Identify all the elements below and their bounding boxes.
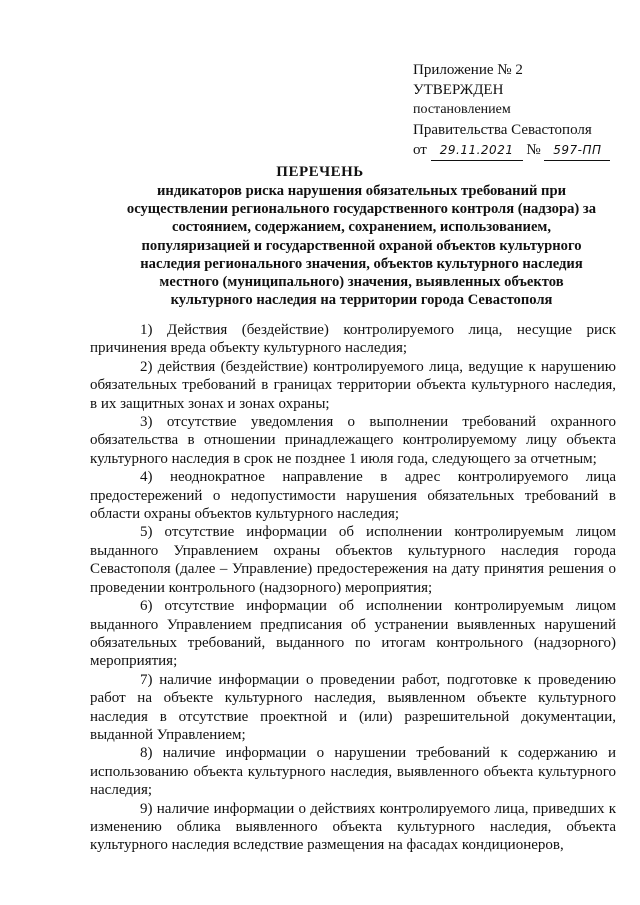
- item-text: отсутствие информации об исполнении контролируемым лицом выданного Управлением предписания об устранении выявленных нарушений обязательных требований, выданного по итогам контрольного (надзорного) мероприятия;: [90, 598, 617, 670]
- number-prefix: №: [526, 142, 541, 158]
- date-number-line: [413, 140, 623, 161]
- item-text: действия (бездействие) контролируемого лица, ведущие к нарушению обязательных требований в границах территории объекта культурного наследия, в их защитных зонах и зонах охраны;: [90, 358, 616, 412]
- item-text: неоднократное направление в адрес контролируемого лица предостережений о недопустимости нарушения обязательных требований в области охраны объектов культурного наследия;: [90, 469, 616, 523]
- number-value: 597-ПП: [544, 140, 610, 161]
- document-title: ПЕРЕЧЕНЬ: [276, 164, 364, 180]
- government-label: Правительства Севастополя: [413, 122, 592, 138]
- item-text: наличие информации о проведении работ, подготовке к проведению работ на объекте культурного наследия, выявленном объекте культурного наследия в отсутствие проектной и (или) разрешительной документации, выданной Управлением;: [90, 671, 616, 743]
- resolution-label: постановлением: [413, 102, 511, 117]
- item-number: 4): [140, 469, 153, 486]
- item-number: 8): [140, 745, 153, 762]
- list-item: [90, 744, 616, 799]
- item-number: 5): [140, 524, 153, 541]
- item-text: наличие информации о действиях контролируемого лица, приведших к изменению облика выявленного объекта культурного наследия, объекта культурного наследия вследствие размещения на фасадах кондиционеров,: [90, 800, 616, 854]
- list-item: [90, 671, 616, 745]
- list-item: [90, 800, 616, 855]
- appendix-label: Приложение № 2: [413, 62, 523, 78]
- date-prefix: от: [413, 142, 427, 158]
- item-number: 6): [140, 598, 153, 615]
- list-item: [90, 523, 616, 597]
- document-subtitle: индикаторов риска нарушения обязательных требований при осуществлении регионального государственного контроля (надзора) за состоянием, содержанием, сохранением, использованием, популяризацией и государственной охраной объектов культурного наследия регионального значения, объектов культурного наследия местного (муниципального) значения, выявленных объектов культурного наследия на территории города Севастополя: [126, 183, 597, 309]
- approved-label: УТВЕРЖДЕН: [413, 82, 504, 98]
- item-number: 2): [140, 358, 153, 375]
- list-item: [90, 597, 616, 671]
- item-number: 1): [140, 322, 153, 338]
- item-text: Действия (бездействие) контролируемого лица, несущие риск причинения вреда объекту культурного наследия;: [90, 322, 617, 357]
- indicator-list: [90, 321, 616, 855]
- item-number: 7): [140, 671, 153, 688]
- item-number: 9): [140, 800, 153, 817]
- list-item: [90, 468, 616, 523]
- approval-block: [413, 60, 623, 161]
- list-item: [90, 321, 616, 358]
- item-text: наличие информации о нарушении требований к содержанию и использованию объекта культурного наследия, выявленного объекта культурного наследия;: [90, 745, 616, 799]
- list-item: [90, 413, 616, 468]
- date-value: 29.11.2021: [431, 140, 523, 161]
- list-item: [90, 358, 616, 413]
- item-text: отсутствие информации об исполнении контролируемым лицом выданного Управлением охраны объектов культурного наследия города Севастополя (далее – Управление) предостережения на дату принятия решения о проведении контрольного (надзорного) мероприятия;: [90, 524, 617, 596]
- item-text: отсутствие уведомления о выполнении требований охранного обязательства в отношении принадлежащего контролируемому лицу объекта культурного наследия в срок не позднее 1 июля года, следующего за отчетным;: [90, 414, 616, 467]
- item-number: 3): [140, 414, 153, 431]
